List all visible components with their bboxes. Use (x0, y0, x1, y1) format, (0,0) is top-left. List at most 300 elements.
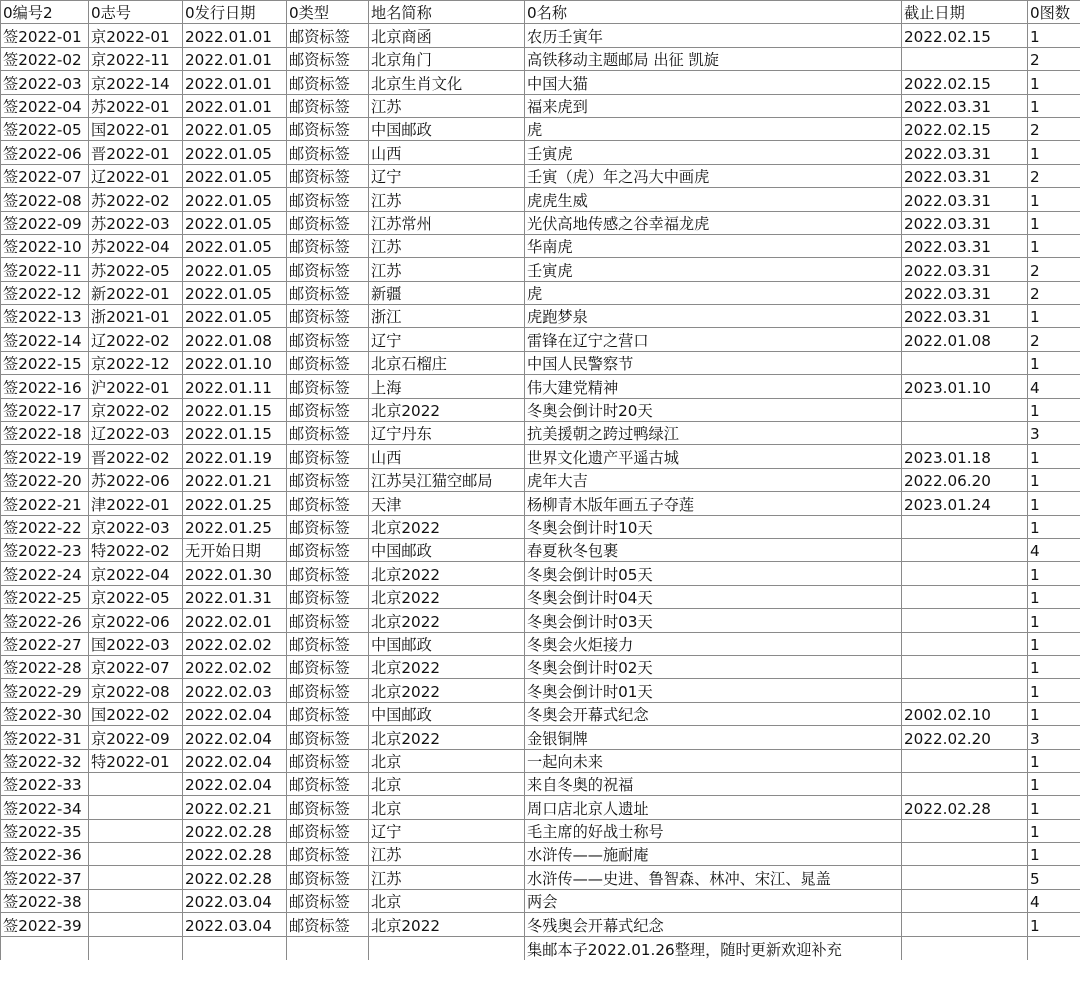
name-cell[interactable]: 虎跑梦泉 (525, 305, 902, 328)
type-cell[interactable] (287, 936, 369, 959)
id-cell[interactable]: 签2022-30 (1, 702, 89, 725)
type-cell[interactable]: 邮资标签 (287, 71, 369, 94)
id-cell[interactable]: 签2022-27 (1, 632, 89, 655)
issue-date-cell[interactable]: 2022.02.02 (183, 655, 287, 678)
name-cell[interactable]: 虎虎生威 (525, 188, 902, 211)
mark-cell[interactable]: 京2022-02 (89, 398, 183, 421)
id-cell[interactable]: 签2022-28 (1, 655, 89, 678)
count-cell[interactable]: 4 (1028, 889, 1080, 912)
id-cell[interactable]: 签2022-36 (1, 843, 89, 866)
count-cell[interactable]: 1 (1028, 772, 1080, 795)
mark-cell[interactable]: 京2022-11 (89, 47, 183, 70)
count-cell[interactable]: 1 (1028, 468, 1080, 491)
name-cell[interactable]: 金银铜牌 (525, 726, 902, 749)
mark-cell[interactable] (89, 796, 183, 819)
place-cell[interactable]: 中国邮政 (369, 632, 525, 655)
type-cell[interactable]: 邮资标签 (287, 655, 369, 678)
count-cell[interactable]: 1 (1028, 234, 1080, 257)
issue-date-cell[interactable]: 2022.01.25 (183, 515, 287, 538)
id-cell[interactable]: 签2022-29 (1, 679, 89, 702)
id-cell[interactable]: 签2022-04 (1, 94, 89, 117)
name-cell[interactable]: 集邮本子2022.01.26整理，随时更新欢迎补充 (525, 936, 902, 959)
issue-date-cell[interactable]: 2022.02.04 (183, 749, 287, 772)
issue-date-cell[interactable]: 2022.03.04 (183, 913, 287, 936)
mark-cell[interactable]: 苏2022-03 (89, 211, 183, 234)
place-cell[interactable]: 江苏 (369, 234, 525, 257)
name-cell[interactable]: 水浒传——施耐庵 (525, 843, 902, 866)
place-cell[interactable]: 江苏 (369, 94, 525, 117)
id-cell[interactable]: 签2022-34 (1, 796, 89, 819)
count-cell[interactable]: 5 (1028, 866, 1080, 889)
mark-cell[interactable]: 津2022-01 (89, 492, 183, 515)
mark-cell[interactable]: 苏2022-01 (89, 94, 183, 117)
count-cell[interactable]: 1 (1028, 679, 1080, 702)
place-cell[interactable]: 上海 (369, 375, 525, 398)
issue-date-cell[interactable]: 2022.01.15 (183, 422, 287, 445)
type-cell[interactable]: 邮资标签 (287, 679, 369, 702)
place-cell[interactable]: 天津 (369, 492, 525, 515)
end-date-cell[interactable]: 2023.01.10 (902, 375, 1028, 398)
mark-cell[interactable] (89, 819, 183, 842)
mark-cell[interactable]: 国2022-02 (89, 702, 183, 725)
place-cell[interactable]: 江苏常州 (369, 211, 525, 234)
header-cell-place[interactable]: 地名简称 (369, 1, 525, 24)
id-cell[interactable]: 签2022-17 (1, 398, 89, 421)
name-cell[interactable]: 周口店北京人遗址 (525, 796, 902, 819)
mark-cell[interactable]: 国2022-03 (89, 632, 183, 655)
header-cell-type[interactable]: 0类型 (287, 1, 369, 24)
issue-date-cell[interactable]: 2022.01.21 (183, 468, 287, 491)
name-cell[interactable]: 冬奥会倒计时10天 (525, 515, 902, 538)
mark-cell[interactable]: 浙2021-01 (89, 305, 183, 328)
type-cell[interactable]: 邮资标签 (287, 609, 369, 632)
name-cell[interactable]: 冬奥会倒计时01天 (525, 679, 902, 702)
type-cell[interactable]: 邮资标签 (287, 375, 369, 398)
count-cell[interactable]: 1 (1028, 24, 1080, 47)
count-cell[interactable]: 1 (1028, 562, 1080, 585)
header-cell-id[interactable]: 0编号2 (1, 1, 89, 24)
name-cell[interactable]: 冬奥会火炬接力 (525, 632, 902, 655)
id-cell[interactable]: 签2022-22 (1, 515, 89, 538)
type-cell[interactable]: 邮资标签 (287, 843, 369, 866)
type-cell[interactable]: 邮资标签 (287, 538, 369, 561)
id-cell[interactable]: 签2022-12 (1, 281, 89, 304)
issue-date-cell[interactable]: 2022.01.05 (183, 188, 287, 211)
count-cell[interactable]: 3 (1028, 422, 1080, 445)
place-cell[interactable] (369, 936, 525, 959)
type-cell[interactable]: 邮资标签 (287, 913, 369, 936)
count-cell[interactable]: 1 (1028, 796, 1080, 819)
count-cell[interactable]: 1 (1028, 585, 1080, 608)
end-date-cell[interactable]: 2022.03.31 (902, 94, 1028, 117)
count-cell[interactable]: 3 (1028, 726, 1080, 749)
place-cell[interactable]: 山西 (369, 445, 525, 468)
end-date-cell[interactable] (902, 422, 1028, 445)
id-cell[interactable]: 签2022-21 (1, 492, 89, 515)
count-cell[interactable]: 1 (1028, 492, 1080, 515)
name-cell[interactable]: 冬残奥会开幕式纪念 (525, 913, 902, 936)
mark-cell[interactable] (89, 889, 183, 912)
mark-cell[interactable]: 京2022-07 (89, 655, 183, 678)
mark-cell[interactable]: 京2022-06 (89, 609, 183, 632)
issue-date-cell[interactable]: 2022.02.04 (183, 702, 287, 725)
mark-cell[interactable]: 京2022-12 (89, 351, 183, 374)
name-cell[interactable]: 华南虎 (525, 234, 902, 257)
count-cell[interactable]: 1 (1028, 749, 1080, 772)
type-cell[interactable]: 邮资标签 (287, 47, 369, 70)
type-cell[interactable]: 邮资标签 (287, 328, 369, 351)
id-cell[interactable]: 签2022-31 (1, 726, 89, 749)
header-cell-name[interactable]: 0名称 (525, 1, 902, 24)
end-date-cell[interactable] (902, 889, 1028, 912)
name-cell[interactable]: 杨柳青木版年画五子夺莲 (525, 492, 902, 515)
issue-date-cell[interactable]: 2022.01.11 (183, 375, 287, 398)
mark-cell[interactable]: 特2022-01 (89, 749, 183, 772)
end-date-cell[interactable]: 2022.01.08 (902, 328, 1028, 351)
end-date-cell[interactable] (902, 562, 1028, 585)
place-cell[interactable]: 江苏 (369, 843, 525, 866)
count-cell[interactable]: 1 (1028, 398, 1080, 421)
issue-date-cell[interactable]: 无开始日期 (183, 538, 287, 561)
id-cell[interactable]: 签2022-35 (1, 819, 89, 842)
id-cell[interactable]: 签2022-11 (1, 258, 89, 281)
id-cell[interactable]: 签2022-25 (1, 585, 89, 608)
issue-date-cell[interactable]: 2022.01.05 (183, 117, 287, 140)
mark-cell[interactable] (89, 913, 183, 936)
mark-cell[interactable]: 国2022-01 (89, 117, 183, 140)
type-cell[interactable]: 邮资标签 (287, 585, 369, 608)
type-cell[interactable]: 邮资标签 (287, 796, 369, 819)
mark-cell[interactable]: 京2022-01 (89, 24, 183, 47)
name-cell[interactable]: 光伏高地传感之谷幸福龙虎 (525, 211, 902, 234)
mark-cell[interactable]: 苏2022-02 (89, 188, 183, 211)
end-date-cell[interactable]: 2022.02.28 (902, 796, 1028, 819)
end-date-cell[interactable] (902, 609, 1028, 632)
place-cell[interactable]: 北京2022 (369, 562, 525, 585)
count-cell[interactable]: 2 (1028, 117, 1080, 140)
count-cell[interactable]: 2 (1028, 281, 1080, 304)
type-cell[interactable]: 邮资标签 (287, 492, 369, 515)
issue-date-cell[interactable]: 2022.02.03 (183, 679, 287, 702)
type-cell[interactable]: 邮资标签 (287, 726, 369, 749)
place-cell[interactable]: 北京2022 (369, 913, 525, 936)
place-cell[interactable]: 北京角门 (369, 47, 525, 70)
count-cell[interactable]: 1 (1028, 819, 1080, 842)
end-date-cell[interactable] (902, 913, 1028, 936)
name-cell[interactable]: 农历壬寅年 (525, 24, 902, 47)
type-cell[interactable]: 邮资标签 (287, 749, 369, 772)
id-cell[interactable]: 签2022-19 (1, 445, 89, 468)
place-cell[interactable]: 新疆 (369, 281, 525, 304)
name-cell[interactable]: 冬奥会开幕式纪念 (525, 702, 902, 725)
place-cell[interactable]: 北京2022 (369, 515, 525, 538)
type-cell[interactable]: 邮资标签 (287, 562, 369, 585)
end-date-cell[interactable] (902, 47, 1028, 70)
mark-cell[interactable]: 苏2022-06 (89, 468, 183, 491)
mark-cell[interactable]: 特2022-02 (89, 538, 183, 561)
name-cell[interactable]: 壬寅虎 (525, 258, 902, 281)
end-date-cell[interactable]: 2023.01.18 (902, 445, 1028, 468)
id-cell[interactable]: 签2022-24 (1, 562, 89, 585)
mark-cell[interactable] (89, 866, 183, 889)
type-cell[interactable]: 邮资标签 (287, 305, 369, 328)
id-cell[interactable]: 签2022-26 (1, 609, 89, 632)
mark-cell[interactable]: 京2022-09 (89, 726, 183, 749)
name-cell[interactable]: 虎 (525, 117, 902, 140)
id-cell[interactable] (1, 936, 89, 959)
name-cell[interactable]: 伟大建党精神 (525, 375, 902, 398)
type-cell[interactable]: 邮资标签 (287, 819, 369, 842)
end-date-cell[interactable]: 2022.03.31 (902, 234, 1028, 257)
name-cell[interactable]: 中国人民警察节 (525, 351, 902, 374)
end-date-cell[interactable] (902, 819, 1028, 842)
issue-date-cell[interactable]: 2022.01.05 (183, 305, 287, 328)
issue-date-cell[interactable]: 2022.01.31 (183, 585, 287, 608)
id-cell[interactable]: 签2022-23 (1, 538, 89, 561)
name-cell[interactable]: 虎年大吉 (525, 468, 902, 491)
name-cell[interactable]: 春夏秋冬包裹 (525, 538, 902, 561)
issue-date-cell[interactable]: 2022.01.08 (183, 328, 287, 351)
place-cell[interactable]: 辽宁 (369, 164, 525, 187)
place-cell[interactable]: 江苏 (369, 258, 525, 281)
mark-cell[interactable]: 京2022-08 (89, 679, 183, 702)
place-cell[interactable]: 辽宁 (369, 328, 525, 351)
header-cell-mark[interactable]: 0志号 (89, 1, 183, 24)
type-cell[interactable]: 邮资标签 (287, 445, 369, 468)
type-cell[interactable]: 邮资标签 (287, 398, 369, 421)
type-cell[interactable]: 邮资标签 (287, 164, 369, 187)
count-cell[interactable]: 1 (1028, 141, 1080, 164)
mark-cell[interactable]: 京2022-14 (89, 71, 183, 94)
mark-cell[interactable]: 新2022-01 (89, 281, 183, 304)
mark-cell[interactable]: 沪2022-01 (89, 375, 183, 398)
count-cell[interactable]: 1 (1028, 609, 1080, 632)
end-date-cell[interactable] (902, 351, 1028, 374)
place-cell[interactable]: 北京2022 (369, 585, 525, 608)
place-cell[interactable]: 北京 (369, 889, 525, 912)
name-cell[interactable]: 中国大猫 (525, 71, 902, 94)
type-cell[interactable]: 邮资标签 (287, 772, 369, 795)
issue-date-cell[interactable]: 2022.01.05 (183, 258, 287, 281)
place-cell[interactable]: 北京商函 (369, 24, 525, 47)
mark-cell[interactable]: 京2022-03 (89, 515, 183, 538)
id-cell[interactable]: 签2022-32 (1, 749, 89, 772)
place-cell[interactable]: 北京生肖文化 (369, 71, 525, 94)
id-cell[interactable]: 签2022-16 (1, 375, 89, 398)
mark-cell[interactable]: 晋2022-01 (89, 141, 183, 164)
end-date-cell[interactable]: 2022.02.15 (902, 71, 1028, 94)
id-cell[interactable]: 签2022-38 (1, 889, 89, 912)
name-cell[interactable]: 壬寅虎 (525, 141, 902, 164)
end-date-cell[interactable]: 2022.03.31 (902, 164, 1028, 187)
mark-cell[interactable]: 辽2022-02 (89, 328, 183, 351)
place-cell[interactable]: 北京2022 (369, 679, 525, 702)
place-cell[interactable]: 北京 (369, 749, 525, 772)
id-cell[interactable]: 签2022-08 (1, 188, 89, 211)
mark-cell[interactable]: 辽2022-01 (89, 164, 183, 187)
header-cell-issue-date[interactable]: 0发行日期 (183, 1, 287, 24)
issue-date-cell[interactable]: 2022.02.04 (183, 726, 287, 749)
end-date-cell[interactable] (902, 936, 1028, 959)
id-cell[interactable]: 签2022-07 (1, 164, 89, 187)
name-cell[interactable]: 毛主席的好战士称号 (525, 819, 902, 842)
type-cell[interactable]: 邮资标签 (287, 889, 369, 912)
place-cell[interactable]: 北京2022 (369, 655, 525, 678)
name-cell[interactable]: 冬奥会倒计时20天 (525, 398, 902, 421)
name-cell[interactable]: 冬奥会倒计时04天 (525, 585, 902, 608)
issue-date-cell[interactable]: 2022.01.25 (183, 492, 287, 515)
id-cell[interactable]: 签2022-03 (1, 71, 89, 94)
issue-date-cell[interactable]: 2022.01.10 (183, 351, 287, 374)
end-date-cell[interactable]: 2022.03.31 (902, 305, 1028, 328)
issue-date-cell[interactable]: 2022.03.04 (183, 889, 287, 912)
count-cell[interactable]: 4 (1028, 375, 1080, 398)
count-cell[interactable]: 1 (1028, 94, 1080, 117)
issue-date-cell[interactable]: 2022.01.30 (183, 562, 287, 585)
id-cell[interactable]: 签2022-01 (1, 24, 89, 47)
place-cell[interactable]: 江苏吴江猫空邮局 (369, 468, 525, 491)
id-cell[interactable]: 签2022-39 (1, 913, 89, 936)
name-cell[interactable]: 高铁移动主题邮局 出征 凯旋 (525, 47, 902, 70)
issue-date-cell[interactable] (183, 936, 287, 959)
issue-date-cell[interactable]: 2022.02.28 (183, 819, 287, 842)
count-cell[interactable]: 2 (1028, 47, 1080, 70)
issue-date-cell[interactable]: 2022.01.05 (183, 281, 287, 304)
end-date-cell[interactable] (902, 538, 1028, 561)
issue-date-cell[interactable]: 2022.02.04 (183, 772, 287, 795)
issue-date-cell[interactable]: 2022.02.21 (183, 796, 287, 819)
issue-date-cell[interactable]: 2022.01.01 (183, 47, 287, 70)
count-cell[interactable]: 1 (1028, 515, 1080, 538)
count-cell[interactable]: 1 (1028, 843, 1080, 866)
issue-date-cell[interactable]: 2022.02.28 (183, 866, 287, 889)
count-cell[interactable]: 1 (1028, 655, 1080, 678)
name-cell[interactable]: 雷锋在辽宁之营口 (525, 328, 902, 351)
end-date-cell[interactable] (902, 515, 1028, 538)
place-cell[interactable]: 浙江 (369, 305, 525, 328)
count-cell[interactable]: 1 (1028, 913, 1080, 936)
name-cell[interactable]: 冬奥会倒计时02天 (525, 655, 902, 678)
id-cell[interactable]: 签2022-14 (1, 328, 89, 351)
place-cell[interactable]: 北京2022 (369, 726, 525, 749)
type-cell[interactable]: 邮资标签 (287, 234, 369, 257)
mark-cell[interactable] (89, 843, 183, 866)
place-cell[interactable]: 山西 (369, 141, 525, 164)
mark-cell[interactable] (89, 936, 183, 959)
id-cell[interactable]: 签2022-13 (1, 305, 89, 328)
header-cell-end-date[interactable]: 截止日期 (902, 1, 1028, 24)
id-cell[interactable]: 签2022-06 (1, 141, 89, 164)
mark-cell[interactable]: 苏2022-04 (89, 234, 183, 257)
place-cell[interactable]: 江苏 (369, 866, 525, 889)
end-date-cell[interactable]: 2022.03.31 (902, 141, 1028, 164)
mark-cell[interactable]: 苏2022-05 (89, 258, 183, 281)
name-cell[interactable]: 抗美援朝之跨过鸭绿江 (525, 422, 902, 445)
place-cell[interactable]: 辽宁丹东 (369, 422, 525, 445)
end-date-cell[interactable]: 2022.03.31 (902, 258, 1028, 281)
issue-date-cell[interactable]: 2022.02.28 (183, 843, 287, 866)
id-cell[interactable]: 签2022-33 (1, 772, 89, 795)
count-cell[interactable]: 1 (1028, 702, 1080, 725)
issue-date-cell[interactable]: 2022.01.05 (183, 234, 287, 257)
end-date-cell[interactable] (902, 679, 1028, 702)
type-cell[interactable]: 邮资标签 (287, 281, 369, 304)
type-cell[interactable]: 邮资标签 (287, 468, 369, 491)
end-date-cell[interactable]: 2022.03.31 (902, 188, 1028, 211)
end-date-cell[interactable]: 2023.01.24 (902, 492, 1028, 515)
place-cell[interactable]: 辽宁 (369, 819, 525, 842)
name-cell[interactable]: 虎 (525, 281, 902, 304)
end-date-cell[interactable] (902, 843, 1028, 866)
id-cell[interactable]: 签2022-02 (1, 47, 89, 70)
name-cell[interactable]: 一起向未来 (525, 749, 902, 772)
count-cell[interactable]: 2 (1028, 328, 1080, 351)
place-cell[interactable]: 江苏 (369, 188, 525, 211)
issue-date-cell[interactable]: 2022.01.05 (183, 164, 287, 187)
name-cell[interactable]: 福来虎到 (525, 94, 902, 117)
name-cell[interactable]: 水浒传——史进、鲁智森、林冲、宋江、晁盖 (525, 866, 902, 889)
type-cell[interactable]: 邮资标签 (287, 515, 369, 538)
id-cell[interactable]: 签2022-05 (1, 117, 89, 140)
issue-date-cell[interactable]: 2022.01.05 (183, 211, 287, 234)
mark-cell[interactable]: 辽2022-03 (89, 422, 183, 445)
type-cell[interactable]: 邮资标签 (287, 24, 369, 47)
name-cell[interactable]: 壬寅（虎）年之冯大中画虎 (525, 164, 902, 187)
type-cell[interactable]: 邮资标签 (287, 258, 369, 281)
mark-cell[interactable] (89, 772, 183, 795)
end-date-cell[interactable]: 2022.02.20 (902, 726, 1028, 749)
mark-cell[interactable]: 晋2022-02 (89, 445, 183, 468)
end-date-cell[interactable]: 2002.02.10 (902, 702, 1028, 725)
header-cell-count[interactable]: 0图数 (1028, 1, 1080, 24)
name-cell[interactable]: 冬奥会倒计时05天 (525, 562, 902, 585)
type-cell[interactable]: 邮资标签 (287, 351, 369, 374)
place-cell[interactable]: 中国邮政 (369, 117, 525, 140)
count-cell[interactable]: 1 (1028, 211, 1080, 234)
count-cell[interactable]: 1 (1028, 351, 1080, 374)
end-date-cell[interactable] (902, 749, 1028, 772)
end-date-cell[interactable] (902, 655, 1028, 678)
type-cell[interactable]: 邮资标签 (287, 211, 369, 234)
place-cell[interactable]: 北京石榴庄 (369, 351, 525, 374)
end-date-cell[interactable] (902, 632, 1028, 655)
count-cell[interactable]: 1 (1028, 632, 1080, 655)
name-cell[interactable]: 来自冬奥的祝福 (525, 772, 902, 795)
place-cell[interactable]: 北京 (369, 772, 525, 795)
issue-date-cell[interactable]: 2022.01.19 (183, 445, 287, 468)
issue-date-cell[interactable]: 2022.01.15 (183, 398, 287, 421)
end-date-cell[interactable]: 2022.02.15 (902, 24, 1028, 47)
count-cell[interactable] (1028, 936, 1080, 959)
name-cell[interactable]: 两会 (525, 889, 902, 912)
place-cell[interactable]: 北京 (369, 796, 525, 819)
type-cell[interactable]: 邮资标签 (287, 117, 369, 140)
id-cell[interactable]: 签2022-18 (1, 422, 89, 445)
name-cell[interactable]: 世界文化遗产平遥古城 (525, 445, 902, 468)
type-cell[interactable]: 邮资标签 (287, 422, 369, 445)
place-cell[interactable]: 北京2022 (369, 609, 525, 632)
issue-date-cell[interactable]: 2022.02.01 (183, 609, 287, 632)
id-cell[interactable]: 签2022-37 (1, 866, 89, 889)
id-cell[interactable]: 签2022-10 (1, 234, 89, 257)
id-cell[interactable]: 签2022-15 (1, 351, 89, 374)
end-date-cell[interactable]: 2022.03.31 (902, 281, 1028, 304)
type-cell[interactable]: 邮资标签 (287, 702, 369, 725)
count-cell[interactable]: 2 (1028, 164, 1080, 187)
place-cell[interactable]: 中国邮政 (369, 702, 525, 725)
issue-date-cell[interactable]: 2022.01.01 (183, 94, 287, 117)
mark-cell[interactable]: 京2022-05 (89, 585, 183, 608)
